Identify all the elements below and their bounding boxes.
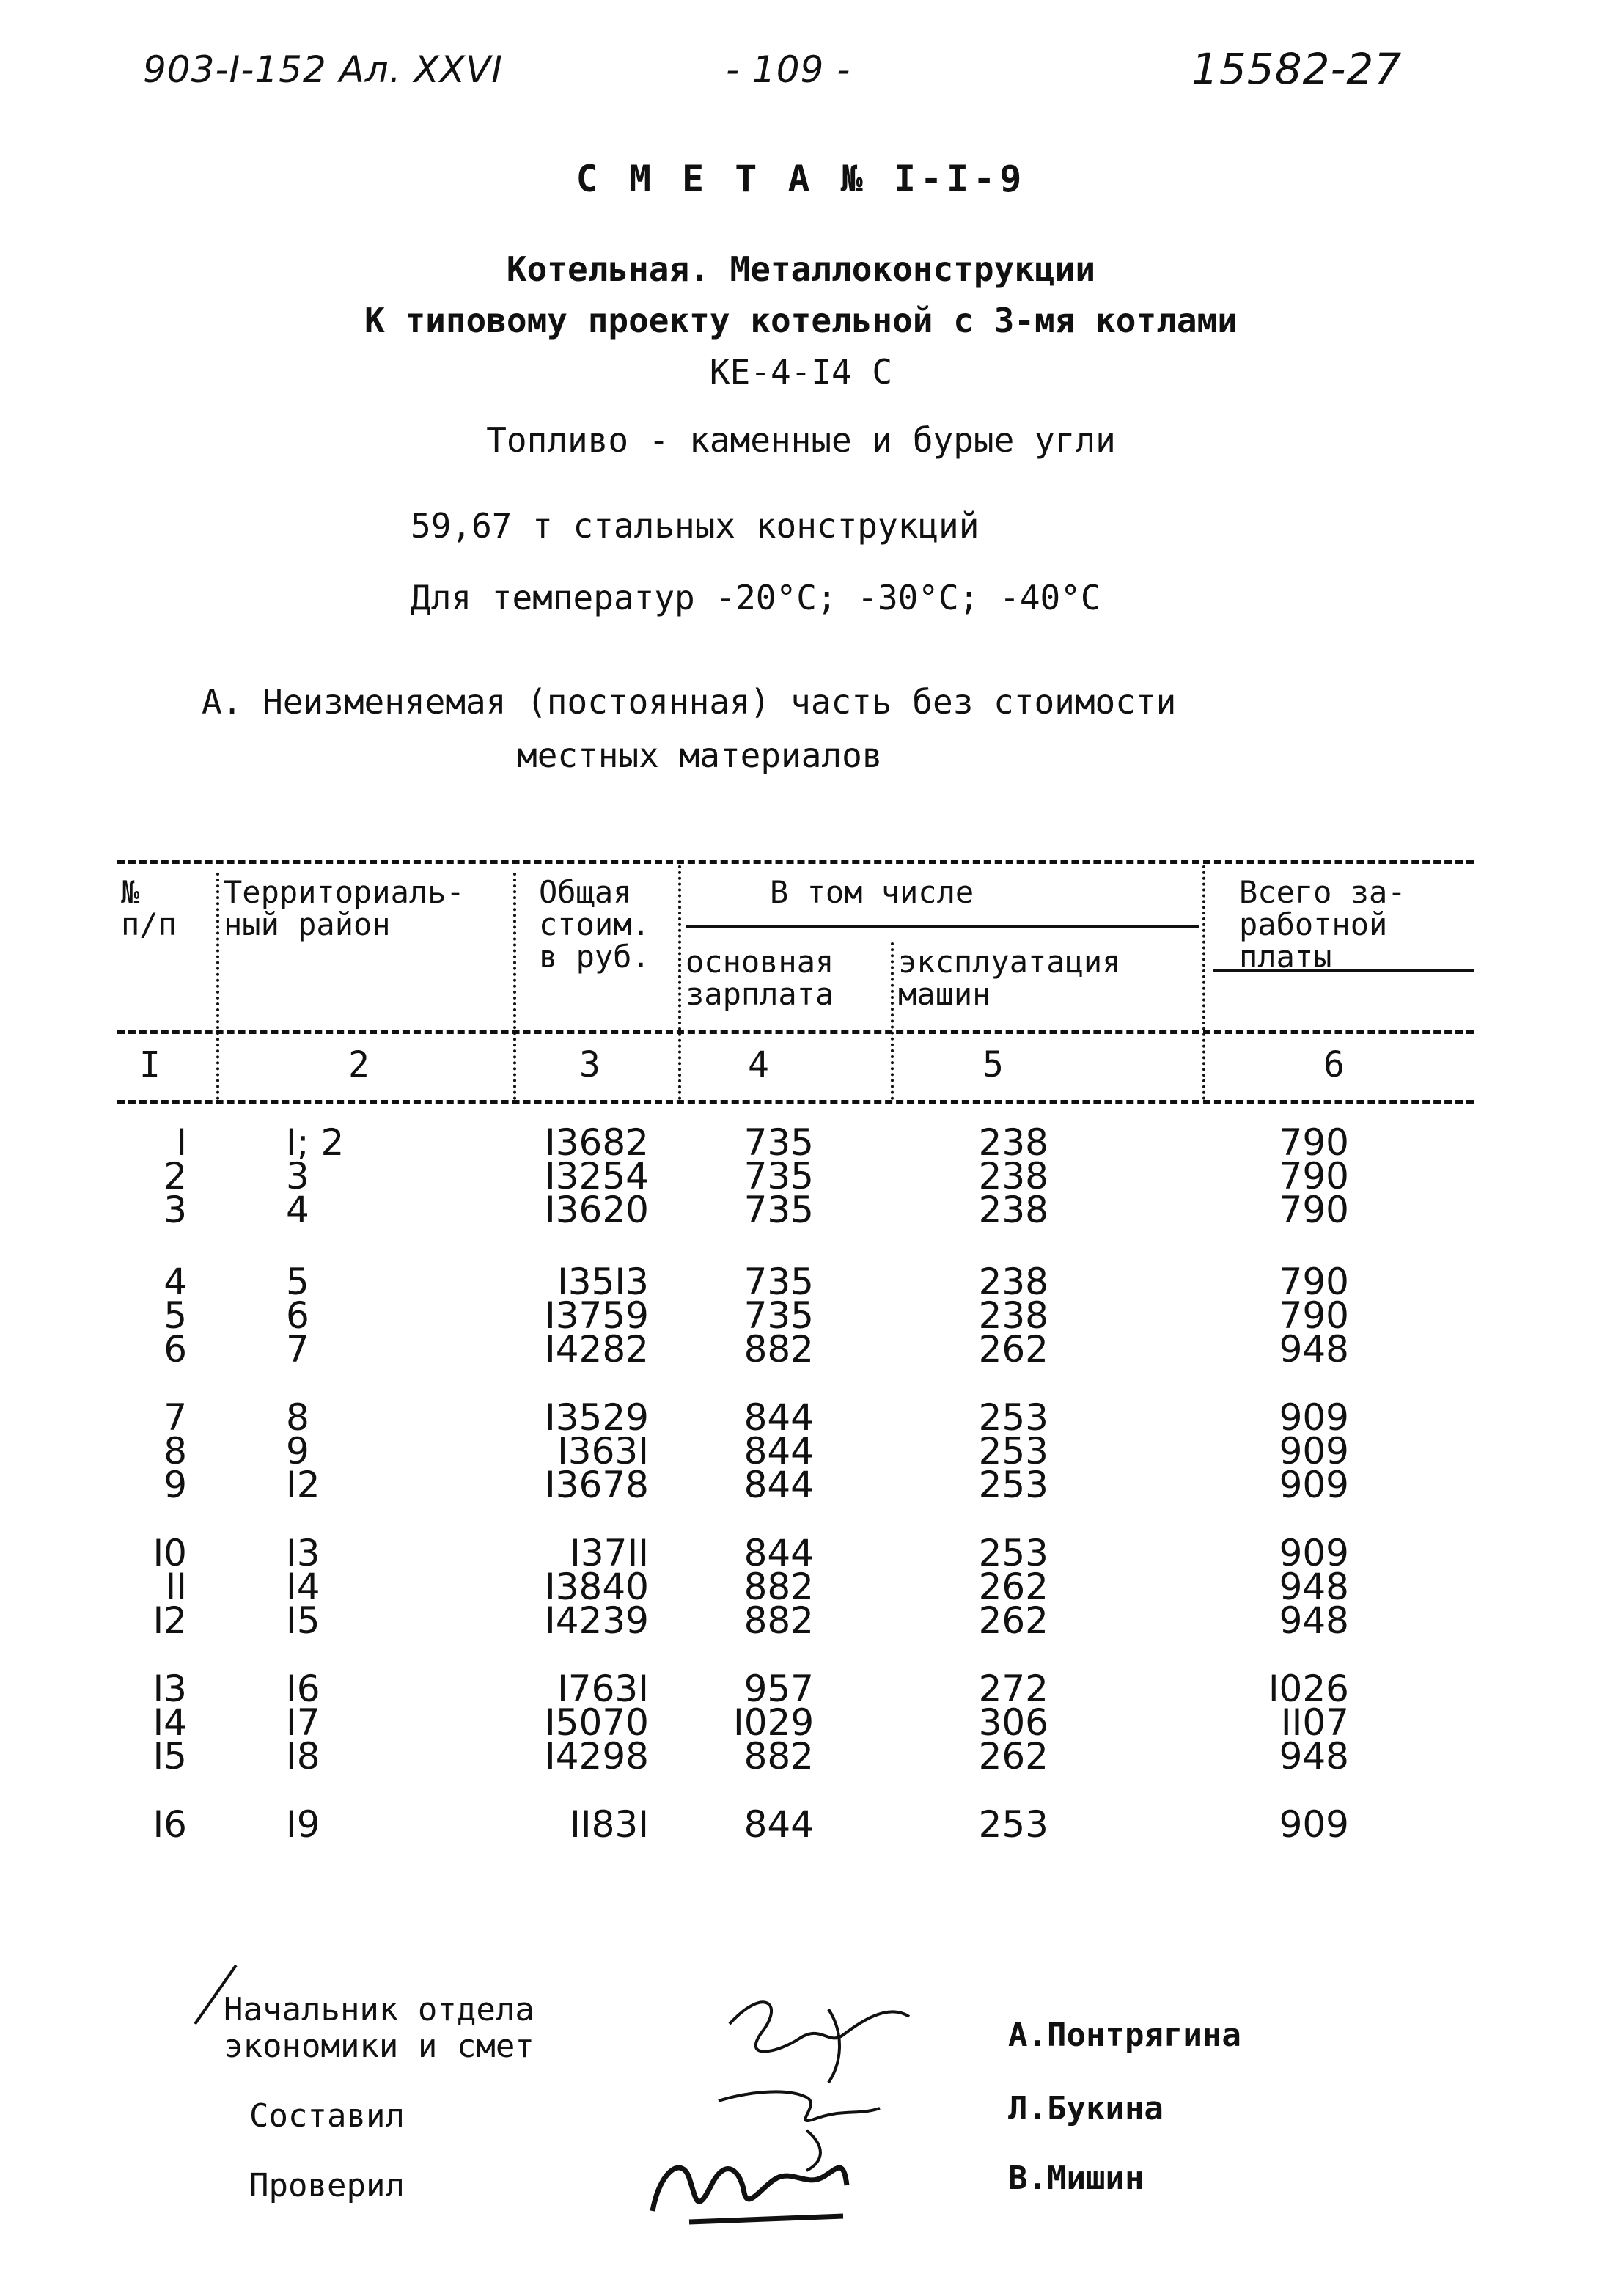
- page-number: - 109 -: [726, 48, 851, 91]
- composed-name: Л.Букина: [1008, 2090, 1164, 2127]
- head-name: А.Понтрягина: [1008, 2017, 1241, 2054]
- steel-weight: 59,67 т стальных конструкций: [411, 506, 980, 546]
- table-cell-col5: 253: [978, 1532, 1048, 1574]
- sheet-code: 15582-27: [1191, 44, 1403, 94]
- colnum-6: 6: [1323, 1044, 1345, 1085]
- checked-name: В.Мишин: [1008, 2160, 1144, 2197]
- table-cell-col4: 735: [743, 1121, 814, 1164]
- table-cell-col1: I3: [153, 1668, 187, 1710]
- table-cell-col3: I4282: [545, 1328, 649, 1371]
- table-cell-col4: 844: [743, 1532, 814, 1574]
- colnum-4: 4: [748, 1044, 769, 1085]
- table-cell-col3: I363I: [557, 1430, 649, 1472]
- subtitle-line-4: Топливо - каменные и бурые угли: [486, 420, 1116, 460]
- table-cell-col3: I3254: [545, 1155, 649, 1197]
- table-cell-col3: I3840: [545, 1566, 649, 1608]
- subtitle-line-2: К типовому проекту котельной с 3-мя котлами: [364, 301, 1238, 340]
- table-cell-col4: 957: [743, 1668, 814, 1710]
- subtitle-line-1: Котельная. Металлоконструкции: [506, 249, 1096, 289]
- section-heading: А. Неизменяемая (постоянная) часть без стоимости: [202, 682, 1177, 722]
- table-cell-col6: 909: [1279, 1430, 1349, 1472]
- table-cell-col1: I5: [153, 1735, 187, 1778]
- estimate-title: С М Е Т А № I-I-9: [576, 158, 1026, 200]
- table-cell-col3: I35I3: [557, 1261, 649, 1303]
- table-cell-col2: I7: [286, 1701, 320, 1744]
- table-cell-col2: 8: [286, 1396, 309, 1439]
- table-cell-col5: 253: [978, 1464, 1048, 1506]
- table-cell-col3: I3529: [545, 1396, 649, 1439]
- table-cell-col2: I6: [286, 1668, 320, 1710]
- table-cell-col4: 882: [743, 1735, 814, 1778]
- table-cell-col2: 9: [286, 1430, 309, 1472]
- table-cell-col3: I4239: [545, 1599, 649, 1642]
- header-row-number: № п/п: [121, 874, 177, 942]
- table-cell-col2: I; 2: [286, 1121, 345, 1164]
- checked-label: Проверил: [249, 2167, 405, 2204]
- header-territorial-region: Территориаль- ный район: [224, 874, 465, 942]
- table-cell-col4: 844: [743, 1464, 814, 1506]
- table-cell-col6: 948: [1279, 1735, 1349, 1778]
- table-cell-col3: I3678: [545, 1464, 649, 1506]
- table-cell-col3: I3759: [545, 1294, 649, 1337]
- table-cell-col5: 253: [978, 1803, 1048, 1846]
- table-cell-col5: 238: [978, 1155, 1048, 1197]
- head-title-line-1: Начальник отдела: [224, 1991, 534, 2028]
- col-separator-4: [891, 942, 894, 1100]
- header-base-wage: основная зарплата: [686, 944, 834, 1012]
- table-top-rule: [117, 860, 1474, 864]
- temperature-line: Для температур -20°С; -30°С; -40°С: [411, 578, 1101, 617]
- table-cell-col2: 3: [286, 1155, 309, 1197]
- table-cell-col6: 790: [1279, 1189, 1349, 1231]
- table-cell-col1: 9: [163, 1464, 187, 1506]
- group-header-rule: [686, 925, 1199, 928]
- table-cell-col6: I026: [1268, 1668, 1349, 1710]
- col-separator-1: [216, 873, 219, 1100]
- table-cell-col1: 2: [163, 1155, 187, 1197]
- table-cell-col4: 882: [743, 1566, 814, 1608]
- table-cell-col6: 948: [1279, 1328, 1349, 1371]
- table-cell-col4: 882: [743, 1328, 814, 1371]
- table-cell-col1: 8: [163, 1430, 187, 1472]
- document-code: 903-I-152 Ал. XXVI: [143, 48, 503, 91]
- table-cell-col5: 238: [978, 1294, 1048, 1337]
- header-bottom-rule: [117, 1030, 1474, 1034]
- table-cell-col4: I029: [733, 1701, 815, 1744]
- table-cell-col4: 735: [743, 1261, 814, 1303]
- table-cell-col5: 272: [978, 1668, 1048, 1710]
- table-cell-col6: 790: [1279, 1155, 1349, 1197]
- header-total-wages: Всего за- работной платы: [1239, 874, 1406, 975]
- table-cell-col3: I3620: [545, 1189, 649, 1231]
- table-cell-col4: 735: [743, 1189, 814, 1231]
- table-cell-col6: 909: [1279, 1396, 1349, 1439]
- head-signature: [183, 1958, 916, 2237]
- colnum-3: 3: [579, 1044, 600, 1085]
- table-cell-col3: II83I: [570, 1803, 649, 1846]
- table-cell-col1: 4: [163, 1261, 187, 1303]
- table-cell-col1: I2: [153, 1599, 187, 1642]
- table-cell-col1: 6: [163, 1328, 187, 1371]
- table-cell-col3: I3682: [545, 1121, 649, 1164]
- table-cell-col6: 790: [1279, 1121, 1349, 1164]
- table-cell-col1: I6: [153, 1803, 187, 1846]
- table-cell-col2: I5: [286, 1599, 320, 1642]
- table-cell-col3: I763I: [557, 1668, 649, 1710]
- table-cell-col5: 238: [978, 1121, 1048, 1164]
- table-cell-col4: 735: [743, 1294, 814, 1337]
- col-separator-2: [513, 873, 516, 1100]
- colnum-2: 2: [348, 1044, 370, 1085]
- table-cell-col4: 882: [743, 1599, 814, 1642]
- composed-label: Составил: [249, 2097, 405, 2135]
- table-cell-col1: 3: [163, 1189, 187, 1231]
- table-cell-col5: 306: [978, 1701, 1048, 1744]
- table-cell-col2: 6: [286, 1294, 309, 1337]
- table-cell-col1: II: [165, 1566, 187, 1608]
- table-cell-col5: 253: [978, 1430, 1048, 1472]
- table-cell-col3: I37II: [570, 1532, 649, 1574]
- header-machine-operation: эксплуатация машин: [898, 944, 1121, 1012]
- header-including: В том числе: [770, 874, 974, 910]
- table-cell-col5: 253: [978, 1396, 1048, 1439]
- table-cell-col3: I4298: [545, 1735, 649, 1778]
- table-cell-col2: 4: [286, 1189, 309, 1231]
- table-cell-col5: 262: [978, 1328, 1048, 1371]
- table-cell-col6: 948: [1279, 1599, 1349, 1642]
- table-cell-col4: 844: [743, 1803, 814, 1846]
- table-cell-col6: 948: [1279, 1566, 1349, 1608]
- table-cell-col5: 238: [978, 1189, 1048, 1231]
- colnum-1: I: [139, 1044, 161, 1085]
- col-separator-3: [678, 865, 681, 1100]
- table-cell-col5: 262: [978, 1735, 1048, 1778]
- table-cell-col6: 909: [1279, 1464, 1349, 1506]
- table-cell-col2: I3: [286, 1532, 320, 1574]
- colnum-5: 5: [982, 1044, 1004, 1085]
- table-cell-col6: 909: [1279, 1803, 1349, 1846]
- table-cell-col2: I4: [286, 1566, 320, 1608]
- table-cell-col5: 262: [978, 1566, 1048, 1608]
- table-cell-col2: 7: [286, 1328, 309, 1371]
- table-cell-col2: I2: [286, 1464, 320, 1506]
- table-cell-col1: 5: [163, 1294, 187, 1337]
- table-cell-col1: I0: [153, 1532, 187, 1574]
- table-cell-col6: II07: [1280, 1701, 1349, 1744]
- table-cell-col6: 790: [1279, 1261, 1349, 1303]
- colnum-bottom-rule: [117, 1100, 1474, 1104]
- table-cell-col2: I8: [286, 1735, 320, 1778]
- col-separator-5: [1202, 865, 1205, 1100]
- table-cell-col4: 844: [743, 1396, 814, 1439]
- table-cell-col6: 909: [1279, 1532, 1349, 1574]
- table-cell-col1: I: [176, 1121, 187, 1164]
- head-title-line-2: экономики и смет: [224, 2028, 534, 2065]
- header-total-cost: Общая стоим. в руб.: [539, 874, 650, 975]
- section-heading-cont: местных материалов: [517, 736, 883, 775]
- table-cell-col5: 238: [978, 1261, 1048, 1303]
- table-cell-col1: I4: [153, 1701, 187, 1744]
- subtitle-line-3: КЕ-4-I4 С: [709, 352, 893, 392]
- table-cell-col5: 262: [978, 1599, 1048, 1642]
- table-cell-col2: I9: [286, 1803, 320, 1846]
- table-cell-col2: 5: [286, 1261, 309, 1303]
- table-cell-col4: 735: [743, 1155, 814, 1197]
- table-cell-col3: I5070: [545, 1701, 649, 1744]
- table-cell-col4: 844: [743, 1430, 814, 1472]
- table-cell-col6: 790: [1279, 1294, 1349, 1337]
- table-cell-col1: 7: [163, 1396, 187, 1439]
